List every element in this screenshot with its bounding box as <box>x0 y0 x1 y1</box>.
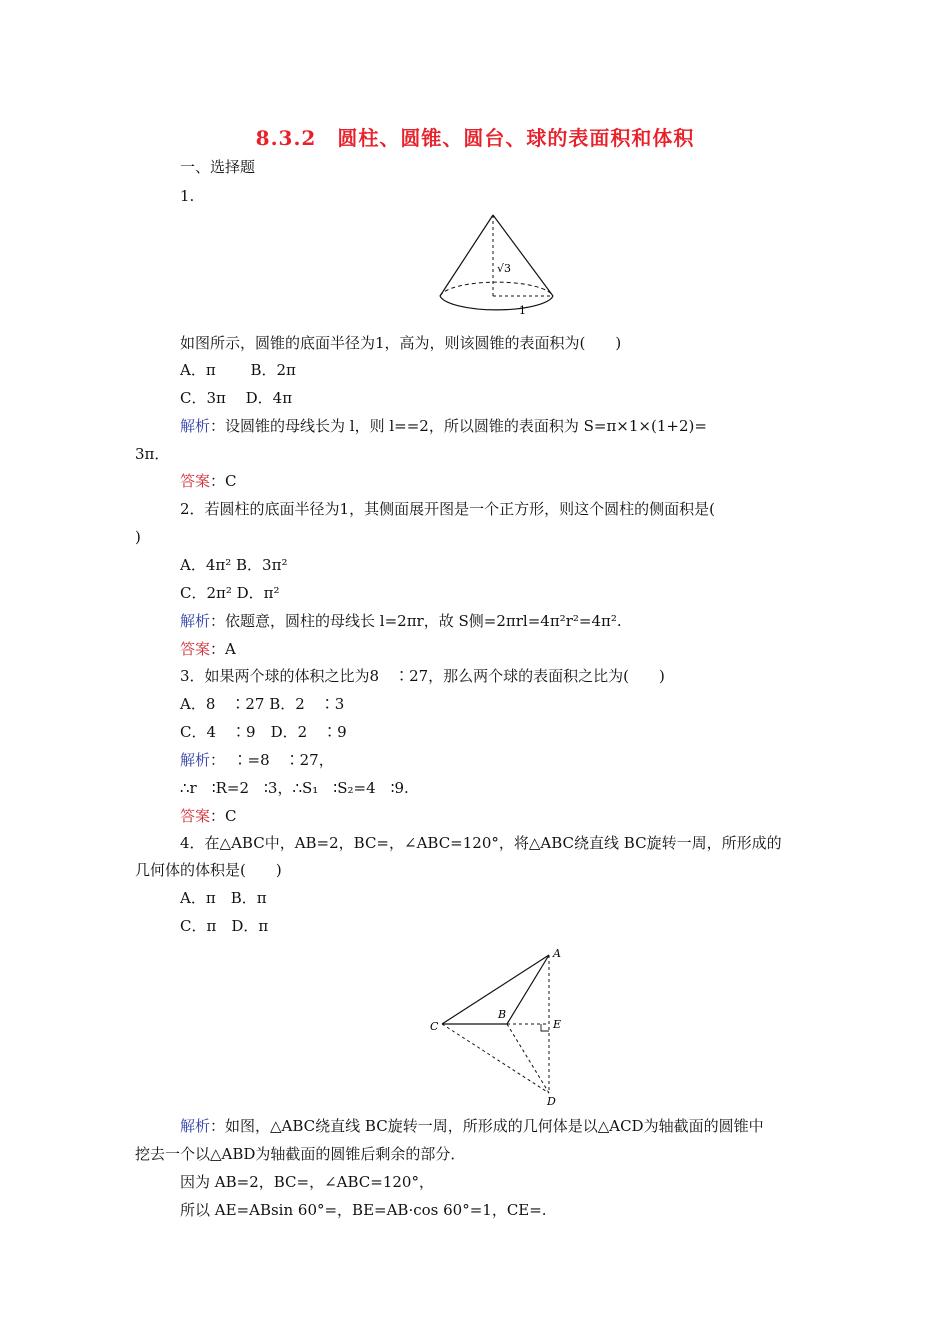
cone-base-back <box>440 282 553 296</box>
right-angle-mark <box>541 1024 549 1031</box>
vertex-d-label: D <box>547 1095 556 1105</box>
q4-options-cd: C．π D．π <box>180 917 269 935</box>
page-title: 8.3.2 圆柱、圆锥、圆台、球的表面积和体积 <box>255 126 695 150</box>
q3-analysis-text: ： ∶=8 ∶27， <box>210 751 334 769</box>
vertex-a-label: A <box>553 947 561 960</box>
q2-answer <box>180 639 236 659</box>
edge-bd <box>507 1024 549 1093</box>
q3-answer-text: ：C <box>210 807 237 825</box>
q2-stem-cont: ) <box>135 528 141 546</box>
q1-answer-text: ：C <box>210 472 237 490</box>
q4-stem: 4．在△ABC中，AB=2，BC=，∠ABC=120°，将△ABC绕直线 BC旋转一周，所形成的 <box>180 834 782 852</box>
q2-stem: 2．若圆柱的底面半径为1，其侧面展开图是一个正方形，则这个圆柱的侧面积是( <box>180 500 715 518</box>
q4-stem-cont: 几何体的体积是( ) <box>135 861 282 879</box>
q2-answer-text: ：A <box>210 640 236 658</box>
q3-answer-label: 答案 <box>180 807 211 825</box>
q1-stem: 如图所示，圆锥的底面半径为1，高为，则该圆锥的表面积为( ) <box>180 334 622 352</box>
q4-analysis <box>180 1116 764 1136</box>
q2-analysis-label: 解析 <box>180 612 211 630</box>
triangle-figure <box>425 945 575 1105</box>
q1-analysis-label: 解析 <box>180 417 211 435</box>
section-heading: 一、选择题 <box>180 158 256 176</box>
q3-analysis-label: 解析 <box>180 751 211 769</box>
cone-height-label: √3 <box>497 262 512 275</box>
q1-analysis <box>180 416 707 436</box>
q4-analysis-label: 解析 <box>180 1117 211 1135</box>
q2-answer-label: 答案 <box>180 640 211 658</box>
q4-analysis-given: 因为 AB=2，BC=，∠ABC=120°， <box>180 1173 434 1191</box>
q2-analysis <box>180 611 622 631</box>
edge-cd <box>442 1024 549 1093</box>
cone-base-front <box>440 296 553 310</box>
q4-analysis-cont: 挖去一个以△ABD为轴截面的圆锥后剩余的部分． <box>135 1145 466 1163</box>
edge-ca <box>442 955 549 1024</box>
q3-options-ab: A．8 ∶27 B．2 ∶3 <box>180 695 345 713</box>
q4-analysis-derive: 所以 AE=ABsin 60°=，BE=AB·cos 60°=1，CE=. <box>180 1201 547 1219</box>
q1-options-cd: C．3π D．4π <box>180 389 293 407</box>
vertex-b-label: B <box>498 1008 507 1021</box>
cone-radius-label: 1 <box>519 304 526 317</box>
cone-figure <box>435 210 560 320</box>
q2-options-cd: C．2π² D．π² <box>180 584 280 602</box>
q2-options-ab: A．4π² B．3π² <box>180 556 288 574</box>
q1-analysis-cont: 3π． <box>135 445 170 463</box>
edge-ba <box>507 955 549 1024</box>
q1-analysis-text: ：设圆锥的母线长为 l，则 l==2，所以圆锥的表面积为 S=π×1×(1+2)= <box>210 417 707 435</box>
q4-analysis-text: ：如图，△ABC绕直线 BC旋转一周，所形成的几何体是以△ACD为轴截面的圆锥中 <box>210 1117 764 1135</box>
q3-analysis <box>180 750 334 770</box>
cone-slant-left <box>440 215 493 296</box>
q1-answer-label: 答案 <box>180 472 211 490</box>
q3-analysis-cont: ∴r ∶R=2 ∶3，∴S₁ ∶S₂=4 ∶9. <box>180 779 409 797</box>
vertex-e-label: E <box>553 1018 562 1031</box>
q4-options-ab: A．π B．π <box>180 889 267 907</box>
q1-answer <box>180 471 237 491</box>
q1-options-ab: A．π B．2π <box>180 361 296 379</box>
q1-number: 1. <box>180 187 195 205</box>
q3-options-cd: C．4 ∶9 D．2 ∶9 <box>180 723 347 741</box>
q3-answer <box>180 806 237 826</box>
q2-analysis-text: ：依题意，圆柱的母线长 l=2πr，故 S侧=2πrl=4π²r²=4π². <box>210 612 622 630</box>
vertex-c-label: C <box>430 1020 439 1033</box>
q3-stem: 3．如果两个球的体积之比为8 ∶27，那么两个球的表面积之比为( ) <box>180 667 665 685</box>
